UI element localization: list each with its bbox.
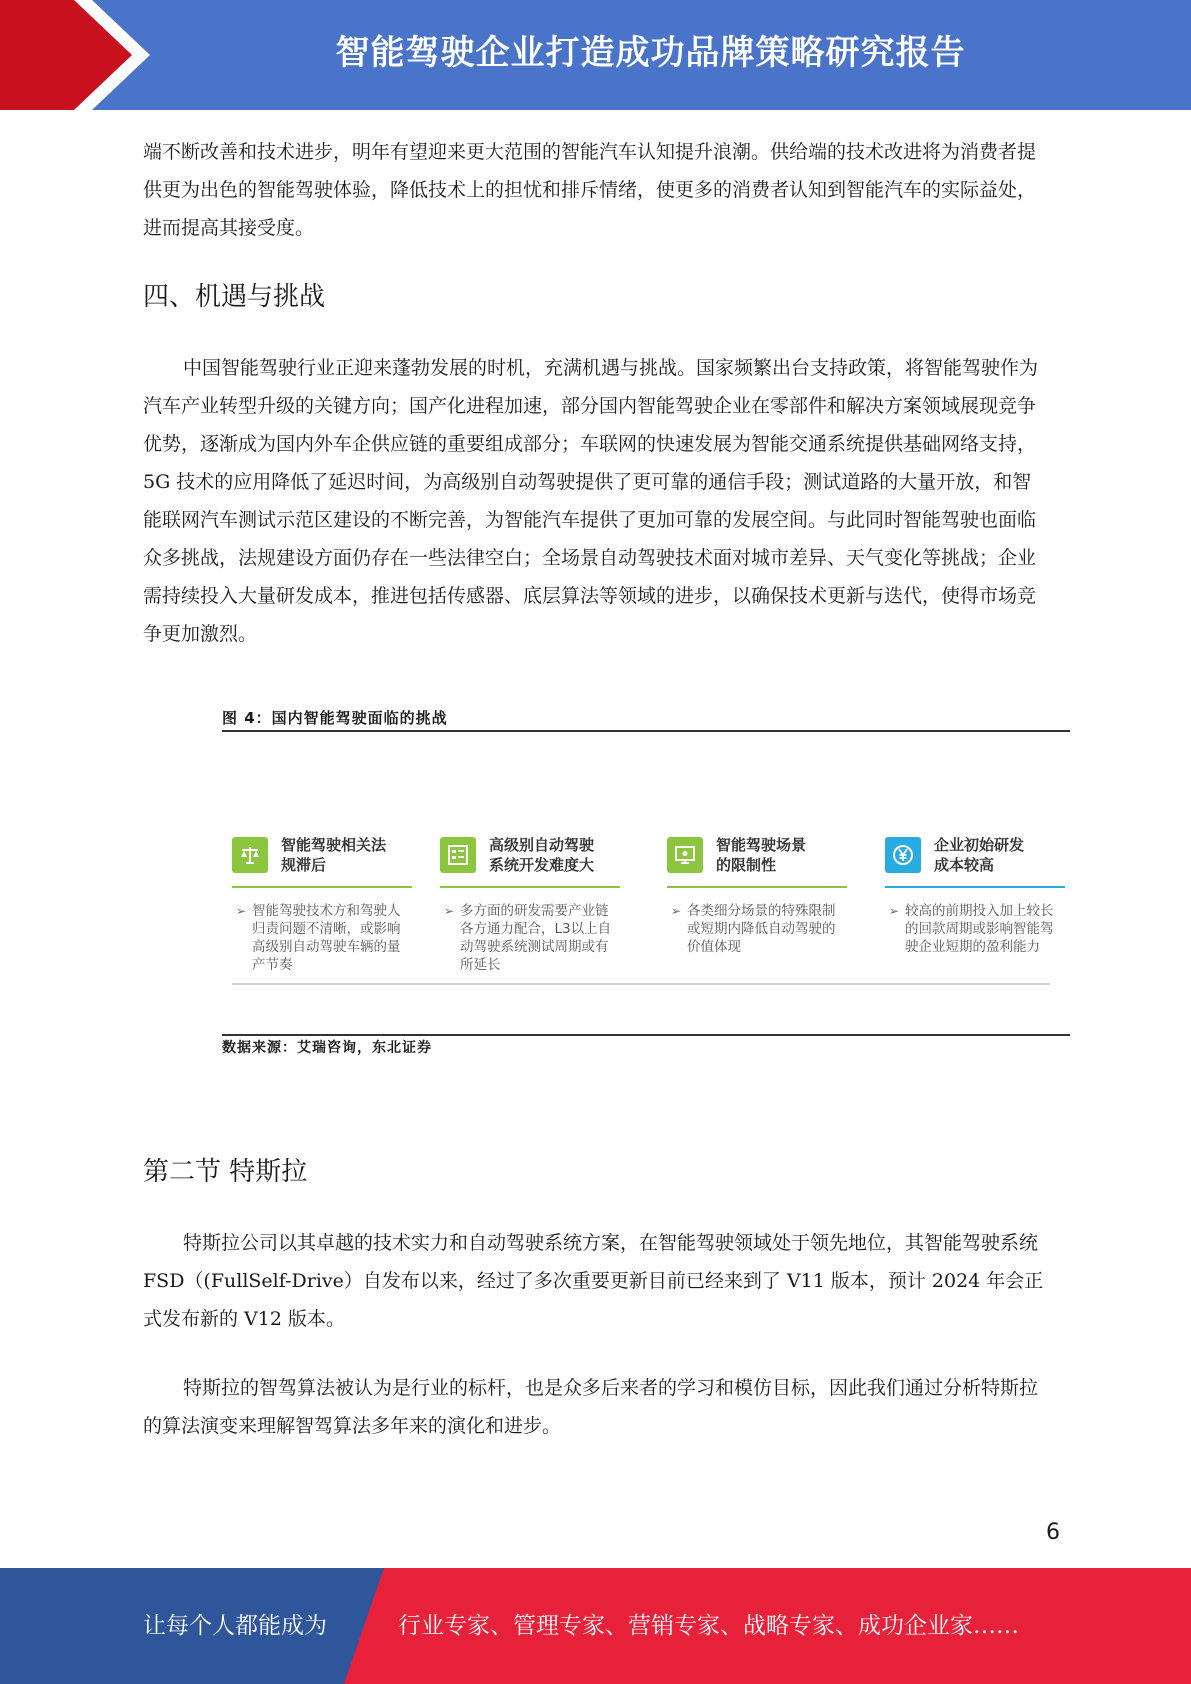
card-bullet: 各类细分场景的特殊限制或短期内降低自动驾驶的价值体现 <box>687 903 836 955</box>
intro-paragraph: 端不断改善和技术进步，明年有望迎来更大范围的智能汽车认知提升浪潮。供给端的技术改进将为消费者提供更为出色的智能驾驶体验，降低技术上的担忧和排斥情绪，使更多的消费者认知到智能汽车的实际益处，进而提高其接受度。 <box>143 141 1037 239</box>
page-number: 6 <box>1046 1520 1060 1545</box>
challenge-card <box>667 832 847 956</box>
section-4-paragraph: 中国智能驾驶行业正迎来蓬勃发展的时机，充满机遇与挑战。国家频繁出台支持政策，将智能驾驶作为汽车产业转型升级的关键方向；国产化进程加速，部分国内智能驾驶企业在零部件和解决方案领域展现竞争优势，逐渐成为国内外车企供应链的重要组成部分；车联网的快速发展为智能交通系统提供基础网络支持，5G 技术的应用降低了延迟时间，为高级别自动驾驶提供了更可靠的通信手段；测试道路的大量开放，和智能联网汽车测试示范区建设的不断完善，为智能汽车提供了更加可靠的发展空间。与此同时智能驾驶也面临众多挑战，法规建设方面仍存在一些法律空白；全场景自动驾驶技术面对城市差异、天气变化等挑战；企业需持续投入大量研发成本，推进包括传感器、底层算法等领域的进步，以确保技术更新与迭代，使得市场竞争更加激烈。 <box>143 357 1039 645</box>
figure-body <box>222 732 1070 1034</box>
tesla-paragraph-2: 特斯拉的智驾算法被认为是行业的标杆，也是众多后来者的学习和模仿目标，因此我们通过分析特斯拉的算法演变来理解智驾算法多年来的演化和进步。 <box>143 1377 1039 1437</box>
list-icon <box>440 837 476 873</box>
challenge-card <box>440 832 620 974</box>
section-4 <box>143 276 1045 313</box>
challenge-card <box>232 832 412 974</box>
section-4-body <box>143 349 1045 653</box>
figure-baseline <box>232 983 1050 985</box>
monitor-icon <box>667 837 703 873</box>
figure-source: 数据来源：艾瑞咨询，东北证券 <box>222 1040 432 1056</box>
chevron-right-icon: ➢ <box>236 904 247 918</box>
chevron-right-icon: ➢ <box>444 904 455 918</box>
tesla-body-2 <box>143 1369 1045 1445</box>
tesla-body-1 <box>143 1224 1045 1338</box>
figure-title: 图 4：国内智能驾驶面临的挑战 <box>222 709 448 727</box>
section-tesla <box>143 1151 1045 1188</box>
scales-icon <box>232 837 268 873</box>
intro-section <box>143 133 1045 247</box>
footer-slogan-left: 让每个人都能成为 <box>143 1613 327 1639</box>
header-red-chevron <box>0 0 150 110</box>
section-tesla-heading: 第二节 特斯拉 <box>143 1157 308 1187</box>
card-title: 智能驾驶相关法 规滞后 <box>281 836 387 874</box>
page-header <box>0 0 1191 110</box>
card-title: 企业初始研发 成本较高 <box>934 836 1025 874</box>
section-4-heading: 四、机遇与挑战 <box>143 282 326 312</box>
report-title: 智能驾驶企业打造成功品牌策略研究报告 <box>335 33 966 73</box>
footer-slogan-right: 行业专家、管理专家、营销专家、战略专家、成功企业家…… <box>398 1613 1019 1639</box>
chevron-right-icon: ➢ <box>889 904 900 918</box>
chevron-right-icon: ➢ <box>671 904 682 918</box>
challenge-card <box>885 832 1065 956</box>
page-footer <box>0 1568 1191 1684</box>
tesla-paragraph-1: 特斯拉公司以其卓越的技术实力和自动驾驶系统方案，在智能驾驶领域处于领先地位，其智能驾驶系统 FSD（(FullSelf-Drive）自发布以来，经过了多次重要更新目前已经来到了 V11 版本，预计 2024 年会正式发布新的 V12 版本。 <box>143 1232 1044 1330</box>
card-title: 智能驾驶场景 的限制性 <box>716 836 807 874</box>
card-bullet: 多方面的研发需要产业链各方通力配合，L3以上自动驾驶系统测试周期或有所延长 <box>460 903 612 973</box>
figure-4 <box>222 706 1070 1056</box>
yen-icon <box>885 837 921 873</box>
card-title: 高级别自动驾驶 系统开发难度大 <box>489 836 595 874</box>
card-bullet: 较高的前期投入加上较长的回款周期或影响智能驾驶企业短期的盈利能力 <box>905 903 1054 955</box>
card-bullet: 智能驾驶技术方和驾驶人归责问题不清晰，或影响高级别自动驾驶车辆的量产节奏 <box>252 903 401 973</box>
